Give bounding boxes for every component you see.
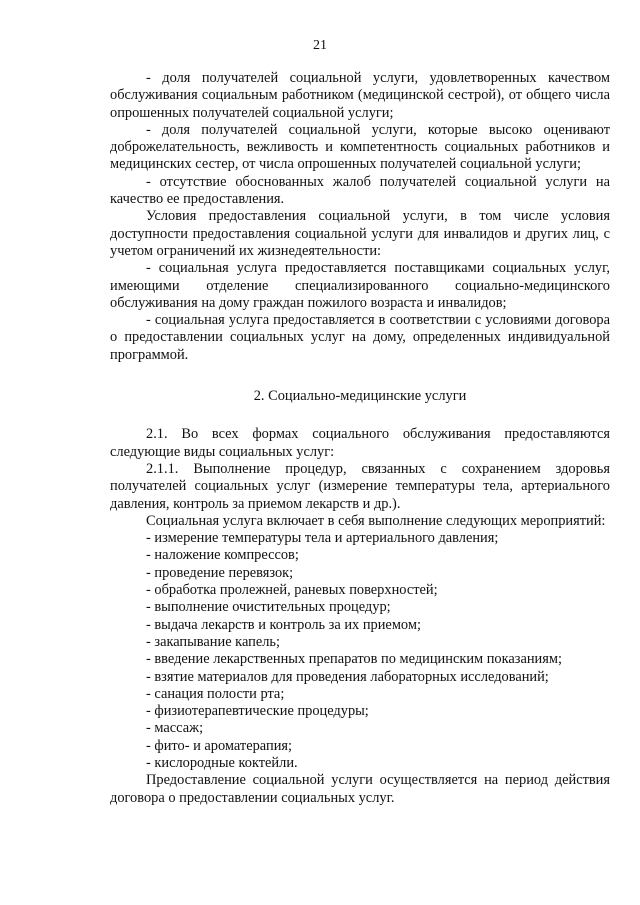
closing-paragraph: Предоставление социальной услуги осуществляется на период действия договора о предоставлении социальных услуг. <box>110 772 610 806</box>
list-item: - физиотерапевтические процедуры; <box>146 703 369 720</box>
paragraph: - доля получателей социальной услуги, удовлетворенных качеством обслуживания социальным работником (медицинской сестрой), от общего числа опрошенных получателей социальной услуги; <box>110 70 610 121</box>
list-item: - массаж; <box>146 720 204 737</box>
activities-list <box>110 530 610 772</box>
list-item: - закапывание капель; <box>146 633 280 650</box>
paragraph: - доля получателей социальной услуги, которые высоко оценивают доброжелательность, вежливость и компетентность социальных работников и медицинских сестер, от числа опрошенных получателей социальной услуги; <box>110 121 610 173</box>
document-body <box>110 70 610 807</box>
list-item: - проведение перевязок; <box>146 564 294 581</box>
list-item: - введение лекарственных препаратов по медицинским показаниям; <box>146 651 562 668</box>
list-item: - выдача лекарств и контроль за их приемом; <box>146 616 421 633</box>
list-item: - обработка пролежней, раневых поверхностей; <box>146 582 438 599</box>
list-item: - выполнение очистительных процедур; <box>146 599 391 616</box>
list-item: - кислородные коктейли. <box>146 754 298 771</box>
list-item: - наложение компрессов; <box>146 547 299 564</box>
section-title: 2. Социально-медицинские услуги <box>253 388 467 405</box>
paragraph: - социальная услуга предоставляется в соответствии с условиями договора о предоставлении социальных услуг на дому, определенных индивидуальной программой. <box>110 312 610 363</box>
paragraph: 2.1.1. Выполнение процедур, связанных с сохранением здоровья получателей социальных услуг (измерение температуры тела, артериального давления, контроль за приемом лекарств и др.). <box>110 460 610 512</box>
list-item: - санация полости рта; <box>146 685 285 702</box>
list-item: - фито- и ароматерапия; <box>146 737 293 754</box>
list-item: - измерение температуры тела и артериального давления; <box>146 530 499 547</box>
page-number: 21 <box>313 38 327 53</box>
paragraph: Социальная услуга включает в себя выполнение следующих мероприятий: <box>146 512 606 529</box>
list-item: - взятие материалов для проведения лабораторных исследований; <box>146 668 549 685</box>
paragraph: Условия предоставления социальной услуги, в том числе условия доступности предоставления социальной услуги для инвалидов и других лиц, с учетом ограничений их жизнедеятельности: <box>110 208 610 259</box>
paragraph: - отсутствие обоснованных жалоб получателей социальной услуги на качество ее предоставления. <box>110 173 610 208</box>
paragraph: - социальная услуга предоставляется поставщиками социальных услуг, имеющими отделение специализированного социально-медицинского обслуживания на дому граждан пожилого возраста и инвалидов; <box>110 260 610 311</box>
paragraph: 2.1. Во всех формах социального обслуживания предоставляются следующие виды социальных услуг: <box>110 426 610 460</box>
